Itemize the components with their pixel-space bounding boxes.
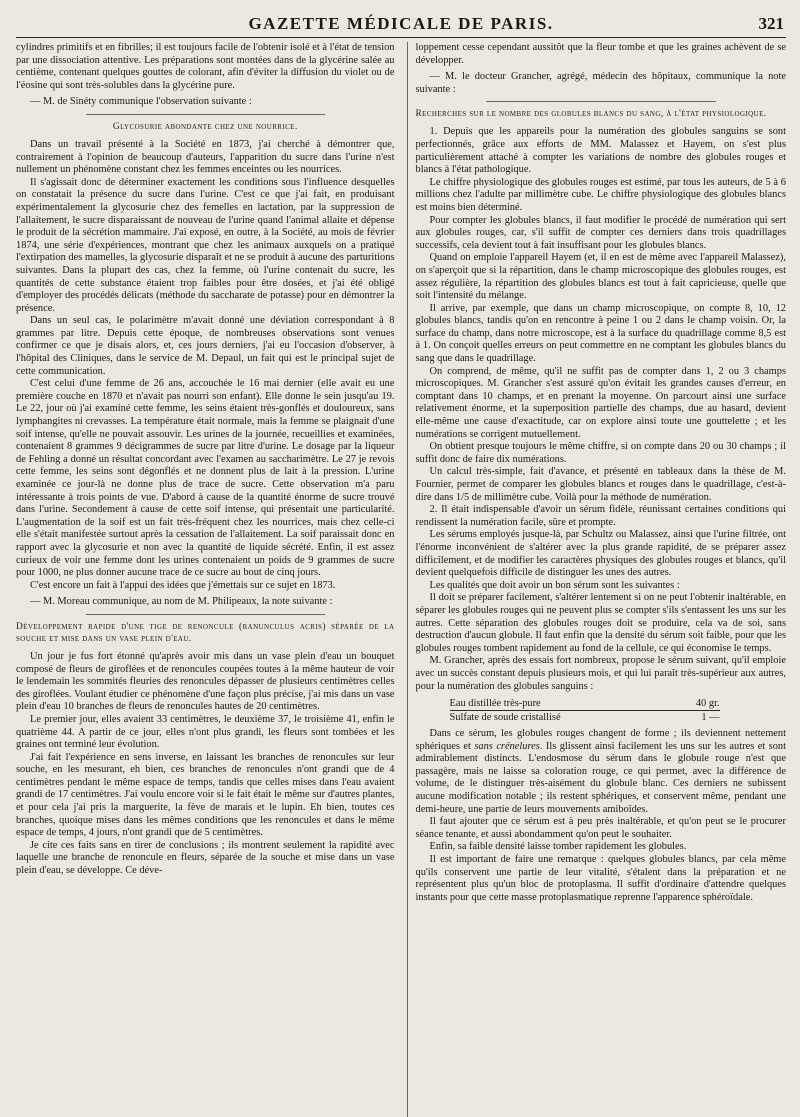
paragraph: C'est encore un fait à l'appui des idées que j'émettais sur ce sujet en 1873. <box>30 579 336 591</box>
left-column <box>16 42 395 1117</box>
paragraph: Il s'agissait donc de déterminer exactement les conditions sous l'influence desquelles on constatait la présence du sucre dans l'urine. C'est ce que j'ai fait, en produisant expérimentalement la glycosurie chez des femelles en lactation, par la suppression de l'allaitement, le sucre disparaissant de nouveau de l'urine quand l'animal allaite et dépense le produit de la sécrétion mammaire. J'ai exposé, en outre, à la Société, au mois de février 1874, une série d'expériences, montrant que chez les animaux auxquels on a pratiqué l'extirpation des mamelles, la glycosurie disparaît et ne se produit à aucune des parturitions suivantes. Dans la plupart des cas, chez la femme, où l'urine contenait du sucre, les quantités de cette substance étaient trop faibles pour être dosées, et j'ai été obligé d'employer des procédés délicats (méthode du saccharate de potasse) pour en démontrer la présence. <box>16 176 395 314</box>
paragraph: On comprend, de même, qu'il ne suffit pas de compter dans 1, 2 ou 3 champs microscopiques. M. Grancher s'est assuré qu'on évitait les grandes causes d'erreur, en comptant dans 10 champs, et en prenant la moyenne. On parcourt ainsi une surface relativement énorme, et la superposition partielle des champs, due au hasard, devient elle-même une cause d'exactitude, car on explore ainsi toute une gouttelette ; et les numérations se corrigent mutuellement. <box>415 365 786 440</box>
communication-intro: — M. de Sinéty communique l'observation suivante : <box>30 96 252 108</box>
section-title: Recherches sur le nombre des globules blancs du sang, à l'état physiologique. <box>415 109 767 120</box>
communication-intro: — M. le docteur Grancher, agrégé, médecin des hôpitaux, communique la note suivante : <box>415 71 786 95</box>
paragraph: Les sérums employés jusque-là, par Schultz ou Malassez, ainsi que l'urine filtrée, ont l'énorme inconvénient de s'altérer avec la plus grande rapidité, de se préparer assez difficilement, et de modifier les caractères physiques des globules rouges et blancs, qu'il devient quelquefois difficile de distinguer les unes des autres. <box>415 529 786 579</box>
text-run: Dans ce sérum, les globules rouges changent de forme ; ils deviennent nettement sphériques et <box>415 728 786 752</box>
serum-recipe <box>450 697 720 724</box>
paragraph: Il faut ajouter que ce sérum est à peu près inaltérable, et qu'on peut se le procurer séance tenante, et aussi abondamment qu'on peut le souhaiter. <box>415 816 786 840</box>
paragraph: Il est important de faire une remarque : quelques globules blancs, par cela même qu'ils conservent une partie de leur vitalité, s'étalent dans la préparation et ne représentent plus qu'un bloc de protoplasma. Il suffit d'ordinaire d'attendre quelques instants pour que cette masse protoplasmatique reprenne l'apparence sphéroïdale. <box>415 854 786 903</box>
page-number: 321 <box>758 14 784 33</box>
page-header <box>16 14 786 38</box>
paragraph: 1. Depuis que les appareils pour la numération des globules sanguins se sont perfectionnés, grâce aux efforts de MM. Malassez et Hayem, on s'est plus particulièrement attaché à compter les variations de nombre des globules rouges et blancs à l'état pathologique. <box>415 126 786 176</box>
recipe-quantity: 1 — <box>701 712 720 724</box>
communication-intro: — M. Moreau communique, au nom de M. Philipeaux, la note suivante : <box>30 596 333 608</box>
paragraph: Dans un travail présenté à la Société en 1873, j'ai cherché à démontrer que, contrairement à l'opinion de beaucoup d'auteurs, l'apparition du sucre dans l'urine n'est nullement un phénomène constant chez les femmes enceintes ou les nourrices. <box>16 138 395 176</box>
section-title: Glycosurie abondante chez une nourrice. <box>112 121 298 132</box>
paragraph: J'ai fait l'expérience en sens inverse, en laissant les branches de renoncules sur leur souche, en les mesurant, eh bien, ces branches de renoncules n'ont grandi que de 4 centimètres pendant le même espace de temps, tandis que celles mises dans l'eau avaient grandi de 17 centimètres. J'ai voulu encore voir si le fait était le même sur d'autres plantes, et pour cela j'ai pris la marguerite, la fève de marais et le lupin. Eh bien, toutes ces branches, quoique mises dans les mêmes conditions que les renoncules et dans le même espace de temps, 4 jours, n'ont grandi que de 5 centimètres. <box>16 751 395 839</box>
right-column <box>407 42 787 1117</box>
section-divider <box>86 614 325 615</box>
recipe-quantity: 40 gr. <box>695 698 720 710</box>
paragraph: Quand on emploie l'appareil Hayem (et, il en est de même avec l'appareil Malassez), on s'aperçoit que si la répartition, dans le champ microscopique des globules rouges, est assez régulière, la répartition des globules blancs est tout à fait capricieuse, quelle que soit l'intensité du mélange. <box>415 252 786 302</box>
paragraph <box>416 728 787 816</box>
paragraph: On obtient presque toujours le même chiffre, si on compte dans 20 ou 30 champs ; il suffit donc de faire dix numérations. <box>415 441 786 465</box>
paragraph: Il doit se préparer facilement, s'altérer lentement si on ne peut l'obtenir inaltérable, en séparer les globules rouges qui ne peuvent plus se compter s'ils s'entassent les uns sur les autres. Cette séparation des globules rouges doit se produire, cela va de soi, sans destruction d'aucun globule. Il faut enfin que la densité du sérum soit faible, pour que les globules rouges tombent rapidement au fond de la cellule, ce qui économise le temps. <box>415 592 786 654</box>
paragraph: Le premier jour, elles avaient 33 centimètres, le deuxième 37, le troisième 41, enfin le quatrième 44. A partir de ce jour, elles n'ont plus grandi, les fleurs sont tombées et les graines ont terminé leur évolution. <box>16 713 395 751</box>
paragraph: Le chiffre physiologique des globules rouges est estimé, par tous les auteurs, de 5 à 6 millions chez l'adulte par millimètre cube. Le chiffre physiologique des globules blancs est moins bien déterminé. <box>415 176 786 213</box>
text-run: . Ils glissent ainsi facilement les uns sur les autres et sont admirablement distincts. L'endosmose du sérum dans le globule rouge n'est que passagère, mais ne laisse sa coloration rouge, ce qui permet, avec la différence de volume, de le distinguer très-aisément du globule blanc. Ces derniers ne subissent aucune modification notable ; ils restent sphériques, et conservent même, pendant une demi-heure, une partie de leurs mouvements amiboïdes. <box>415 740 786 815</box>
paragraph: 2. Il était indispensable d'avoir un sérum fidèle, réunissant certaines conditions qui rendissent la numération facile, sûre et prompte. <box>415 504 786 528</box>
paragraph: Il arrive, par exemple, que dans un champ microscopique, on compte 8, 10, 12 globules blancs, tandis qu'on en rencontre à peine 1 ou 2 dans le champ voisin. Or, la surface du champ, dans notre microscope, est à la surface du quadrillage comme 8,5 est à 1. On conçoit quelles erreurs on peut commettre en ne comptant les globules blancs du sang que dans le quadrillage. <box>415 302 786 365</box>
recipe-row <box>450 697 720 710</box>
emphasis-text: sans crénelures <box>474 740 540 752</box>
paragraph: Je cite ces faits sans en tirer de conclusions ; ils montrent seulement la rapidité avec laquelle une branche de renoncule en fleurs, séparée de la souche et mise dans un vase plein d'eau, se développe. Ce déve- <box>16 839 395 877</box>
paragraph: Dans un seul cas, le polarimètre m'avait donné une déviation correspondant à 8 grammes par litre. Depuis cette époque, de nombreuses observations sont venues confirmer ce que je disais alors, et, ces jours derniers, j'ai eu l'occasion d'observer, à l'hôpital des Cliniques, dans le service de M. Depaul, un fait qui est le principal sujet de cette communication. <box>16 315 395 377</box>
paragraph: M. Grancher, après des essais fort nombreux, propose le sérum suivant, qu'il emploie avec un succès constant depuis plusieurs mois, et qui lui paraît très-supérieur aux autres, pour la numération des globules sanguins : <box>415 655 786 692</box>
paragraph: Les qualités que doit avoir un bon sérum sont les suivantes : <box>429 579 680 591</box>
paragraph: C'est celui d'une femme de 26 ans, accouchée le 16 mai dernier (elle avait eu une première couche en 1870 et n'avait pas nourri son enfant). Elle donne le sein jusqu'au 19. Le 22, jour où j'ai examiné cette femme, les seins étaient très-gonflés et douloureux, sans lymphangites ni crevasses. La température était normale, mais la femme se plaignait d'une soif intense, qu'elle ne pouvait assouvir. Les urines de la journée, recueillies et examinées, contenaient 8 grammes 9 décigrammes de sucre par litre d'urine. Le dosage par la liqueur de Fehling a donné un résultat concordant avec l'examen au saccharimètre. Le 27 je revois cette femme, les seins sont dégonflés et ne donnent plus de lait à la pression. L'urine examinée ce jour-là ne donne plus de trace de sucre. Cette observation m'a paru intéressante à trois points de vue. D'abord à cause de la quantité énorme de sucre trouvé dans l'urine. Secondement à cause de cette soif intense, qui présentait une particularité. L'augmentation de la soif est un fait très-fréquent chez les nourrices, mais chez celle-ci elle s'était manifestée surtout après la cessation de l'allaitement. La soif paraissait donc en rapport avec la glycosurie et non avec la quantité de liquide sécrété. Enfin, il est assez curieux de voir une femme dont les urines contenaient un poids de 9 grammes de sucre pour 1000, ne plus donner aucune trace de ce sucre au bout de cinq jours. <box>16 378 395 579</box>
paragraph: loppement cesse cependant aussitôt que la fleur tombe et que les graines achèvent de se développer. <box>415 42 786 66</box>
recipe-row <box>450 710 720 724</box>
paragraph: Un jour je fus fort étonné qu'après avoir mis dans un vase plein d'eau un bouquet composé de fleurs de giroflées et de renoncules coupées toutes à la même hauteur de voir le lendemain les sommités fleuries des renoncules dépasser de plusieurs centimètres celles des giroflées. Voulant étudier ce phénomène d'une façon plus précise, j'ai mis dans un vase plein d'eau 10 branches de fleurs de renoncules hautes de 20 centimètres. <box>16 650 395 713</box>
paragraph: Un calcul très-simple, fait d'avance, et présenté en tableaux dans la thèse de M. Fournier, permet de comparer les globules blancs et rouges dans le quadrillage, c'est-à-dire dans 1/5 de millimètre cube. Voilà pour la méthode de numération. <box>415 466 786 503</box>
section-divider <box>86 114 325 115</box>
text-columns <box>16 42 786 1117</box>
recipe-item: Eau distillée très-pure <box>449 698 541 710</box>
paragraph: Pour compter les globules blancs, il faut modifier le procédé de numération qui sert aux globules rouges, car, s'il suffit de compter ces derniers dans trois quadrillages successifs, cela devient tout à fait insuffisant pour les globules blancs. <box>415 214 786 251</box>
section-title: Développement rapide d'une tige de renoncule (ranunculus acris) séparée de la souche et mise dans un vase plein d'eau. <box>16 621 395 644</box>
journal-title: GAZETTE MÉDICALE DE PARIS. <box>248 14 554 33</box>
section-divider <box>486 101 717 102</box>
recipe-item: Sulfate de soude cristallisé <box>449 712 561 724</box>
paragraph: cylindres primitifs et en fibrilles; il est toujours facile de l'obtenir isolé et à l'état de tension par une dissociation attentive. Les préparations sont montées dans de la glycérine salée au centième, contenant quelques gouttes de colorant, afin d'éviter la diffusion du violet ou de l'éosine qui sont très-solubles dans la glycérine pure. <box>16 42 395 91</box>
paragraph: Enfin, sa faible densité laisse tomber rapidement les globules. <box>429 841 687 853</box>
